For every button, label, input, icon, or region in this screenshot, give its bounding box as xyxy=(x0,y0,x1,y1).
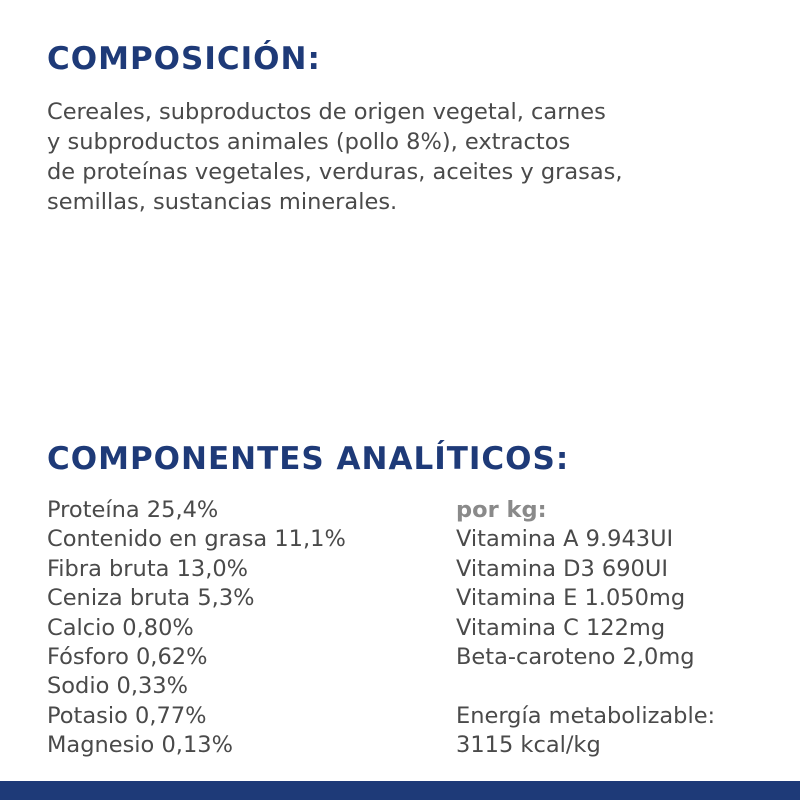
component-item-magnesium: Magnesio 0,13% xyxy=(47,732,233,759)
composition-line: de proteínas vegetales, verduras, aceites y grasas, xyxy=(47,159,623,185)
analytical-components-heading: COMPONENTES ANALÍTICOS: xyxy=(47,441,570,477)
vitamins-list xyxy=(456,496,786,761)
bottom-bar xyxy=(0,781,800,800)
component-item-ash: Ceniza bruta 5,3% xyxy=(47,585,255,612)
vitamin-item-c: Vitamina C 122mg xyxy=(456,614,666,641)
analytical-components-list xyxy=(47,496,437,761)
component-item-potassium: Potasio 0,77% xyxy=(47,702,207,729)
component-item-fat: Contenido en grasa 11,1% xyxy=(47,526,346,553)
energy-label: Energía metabolizable: xyxy=(456,702,716,729)
composition-heading: COMPOSICIÓN: xyxy=(47,41,321,77)
component-item-phosphorus: Fósforo 0,62% xyxy=(47,643,208,670)
list-spacer xyxy=(456,672,786,701)
vitamin-item-e: Vitamina E 1.050mg xyxy=(456,585,686,612)
component-item-calcium: Calcio 0,80% xyxy=(47,614,194,641)
composition-line: semillas, sustancias minerales. xyxy=(47,189,398,215)
vitamin-item-d3: Vitamina D3 690UI xyxy=(456,555,668,582)
component-item-protein: Proteína 25,4% xyxy=(47,497,219,523)
composition-line: y subproductos animales (pollo 8%), extractos xyxy=(47,129,571,155)
composition-line: Cereales, subproductos de origen vegetal, carnes xyxy=(47,99,606,125)
energy-value: 3115 kcal/kg xyxy=(456,732,601,759)
component-item-sodium: Sodio 0,33% xyxy=(47,673,188,700)
composition-text xyxy=(47,97,787,217)
vitamin-item-beta-carotene: Beta-caroteno 2,0mg xyxy=(456,643,695,670)
vitamin-item-a: Vitamina A 9.943UI xyxy=(456,526,674,553)
per-kg-label: por kg: xyxy=(456,497,547,523)
component-item-fiber: Fibra bruta 13,0% xyxy=(47,555,249,582)
